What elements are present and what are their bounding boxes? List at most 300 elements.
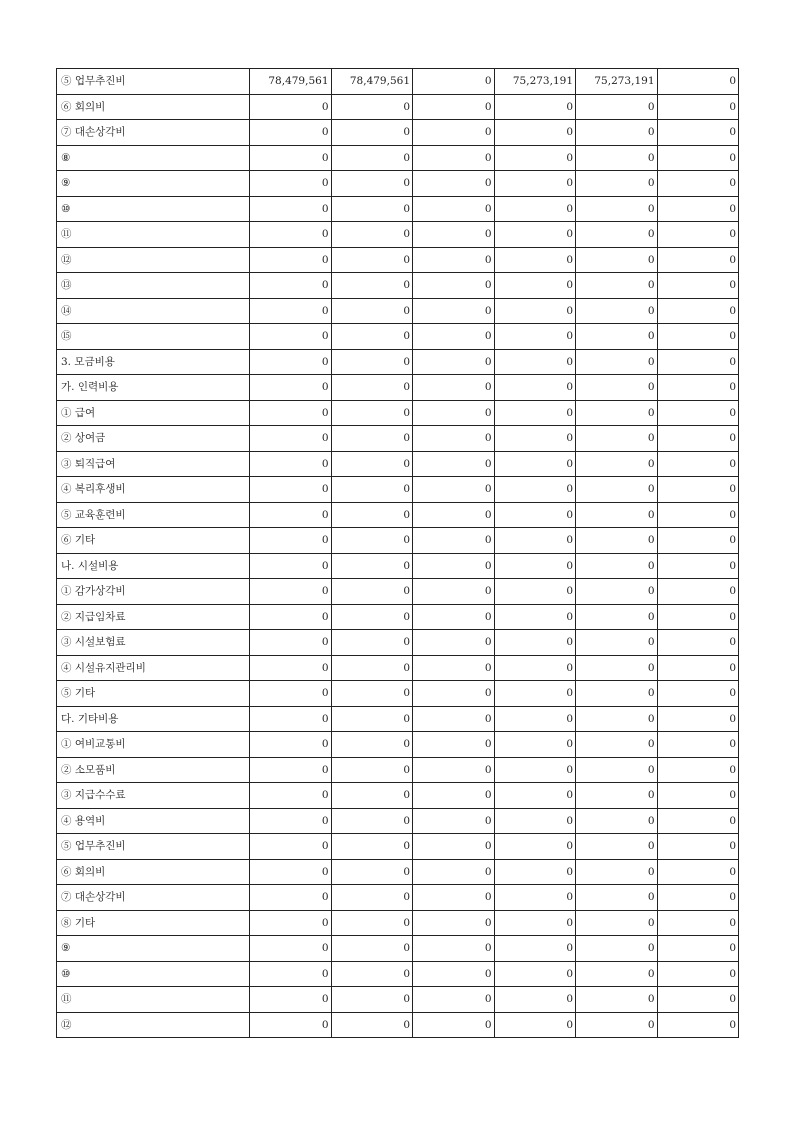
amount-cell: 0 bbox=[494, 553, 576, 579]
amount-cell: 0 bbox=[413, 324, 495, 350]
amount-cell: 0 bbox=[413, 681, 495, 707]
amount-cell: 0 bbox=[494, 783, 576, 809]
amount-cell: 0 bbox=[494, 859, 576, 885]
amount-cell: 0 bbox=[250, 451, 332, 477]
amount-cell: 0 bbox=[331, 859, 413, 885]
row-label-cell: ③ 퇴직급여 bbox=[57, 451, 250, 477]
amount-cell: 0 bbox=[494, 655, 576, 681]
table-row bbox=[57, 426, 739, 452]
amount-cell: 0 bbox=[576, 834, 658, 860]
amount-cell: 0 bbox=[657, 171, 739, 197]
amount-cell: 0 bbox=[331, 834, 413, 860]
row-label-cell: ⑥ 기타 bbox=[57, 528, 250, 554]
row-label-cell: ② 지급임차료 bbox=[57, 604, 250, 630]
table-row bbox=[57, 349, 739, 375]
amount-cell: 0 bbox=[494, 681, 576, 707]
amount-cell: 0 bbox=[494, 604, 576, 630]
row-label-cell: ⑧ bbox=[57, 145, 250, 171]
amount-cell: 0 bbox=[250, 859, 332, 885]
amount-cell: 0 bbox=[250, 349, 332, 375]
amount-cell: 0 bbox=[576, 910, 658, 936]
row-label-cell: ⑦ 대손상각비 bbox=[57, 885, 250, 911]
amount-cell: 0 bbox=[657, 94, 739, 120]
row-label-cell: ③ 지급수수료 bbox=[57, 783, 250, 809]
amount-cell: 0 bbox=[657, 426, 739, 452]
amount-cell: 0 bbox=[657, 808, 739, 834]
row-label-cell: ⑤ 교육훈련비 bbox=[57, 502, 250, 528]
amount-cell: 0 bbox=[413, 349, 495, 375]
table-row bbox=[57, 808, 739, 834]
amount-cell: 0 bbox=[331, 936, 413, 962]
row-label-cell: ⑩ bbox=[57, 196, 250, 222]
amount-cell: 0 bbox=[331, 783, 413, 809]
amount-cell: 0 bbox=[657, 247, 739, 273]
amount-cell: 0 bbox=[413, 171, 495, 197]
amount-cell: 0 bbox=[657, 783, 739, 809]
amount-cell: 0 bbox=[494, 120, 576, 146]
row-label-cell: ⑧ 기타 bbox=[57, 910, 250, 936]
row-label-cell: ⑨ bbox=[57, 171, 250, 197]
amount-cell: 0 bbox=[250, 936, 332, 962]
table-row bbox=[57, 987, 739, 1013]
amount-cell: 0 bbox=[657, 630, 739, 656]
amount-cell: 0 bbox=[331, 196, 413, 222]
table-row bbox=[57, 375, 739, 401]
amount-cell: 0 bbox=[250, 324, 332, 350]
table-row bbox=[57, 885, 739, 911]
table-row bbox=[57, 732, 739, 758]
amount-cell: 0 bbox=[250, 298, 332, 324]
amount-cell: 0 bbox=[494, 1012, 576, 1038]
amount-cell: 0 bbox=[494, 375, 576, 401]
amount-cell: 0 bbox=[657, 961, 739, 987]
amount-cell: 0 bbox=[657, 196, 739, 222]
amount-cell: 0 bbox=[331, 324, 413, 350]
amount-cell: 0 bbox=[250, 120, 332, 146]
amount-cell: 0 bbox=[494, 222, 576, 248]
row-label-cell: ⑪ bbox=[57, 987, 250, 1013]
amount-cell: 0 bbox=[576, 222, 658, 248]
row-label-cell: 나. 시설비용 bbox=[57, 553, 250, 579]
amount-cell: 0 bbox=[413, 247, 495, 273]
amount-cell: 0 bbox=[413, 273, 495, 299]
table-row bbox=[57, 247, 739, 273]
amount-cell: 0 bbox=[413, 910, 495, 936]
amount-cell: 0 bbox=[576, 145, 658, 171]
amount-cell: 0 bbox=[413, 987, 495, 1013]
row-label-cell: ⑤ 업무추진비 bbox=[57, 69, 250, 95]
amount-cell: 0 bbox=[413, 808, 495, 834]
row-label-cell: ⑥ 회의비 bbox=[57, 859, 250, 885]
table-row bbox=[57, 553, 739, 579]
amount-cell: 0 bbox=[331, 655, 413, 681]
amount-cell: 0 bbox=[413, 145, 495, 171]
amount-cell: 0 bbox=[250, 196, 332, 222]
amount-cell: 0 bbox=[657, 757, 739, 783]
amount-cell: 0 bbox=[576, 681, 658, 707]
amount-cell: 0 bbox=[413, 579, 495, 605]
amount-cell: 0 bbox=[494, 834, 576, 860]
amount-cell: 0 bbox=[494, 961, 576, 987]
amount-cell: 0 bbox=[657, 502, 739, 528]
amount-cell: 0 bbox=[657, 834, 739, 860]
amount-cell: 0 bbox=[250, 655, 332, 681]
amount-cell: 0 bbox=[576, 885, 658, 911]
amount-cell: 0 bbox=[576, 987, 658, 1013]
table-row bbox=[57, 196, 739, 222]
amount-cell: 0 bbox=[657, 222, 739, 248]
table-row bbox=[57, 298, 739, 324]
amount-cell: 0 bbox=[494, 400, 576, 426]
amount-cell: 0 bbox=[331, 502, 413, 528]
row-label-cell: ⑨ bbox=[57, 936, 250, 962]
amount-cell: 0 bbox=[413, 375, 495, 401]
amount-cell: 0 bbox=[413, 834, 495, 860]
amount-cell: 0 bbox=[413, 630, 495, 656]
amount-cell: 0 bbox=[576, 732, 658, 758]
table-row bbox=[57, 706, 739, 732]
amount-cell: 0 bbox=[576, 1012, 658, 1038]
row-label-cell: 3. 모금비용 bbox=[57, 349, 250, 375]
amount-cell: 0 bbox=[331, 808, 413, 834]
row-label-cell: ⑩ bbox=[57, 961, 250, 987]
amount-cell: 0 bbox=[576, 706, 658, 732]
amount-cell: 0 bbox=[331, 400, 413, 426]
amount-cell: 0 bbox=[657, 936, 739, 962]
amount-cell: 0 bbox=[576, 757, 658, 783]
amount-cell: 0 bbox=[250, 604, 332, 630]
amount-cell: 0 bbox=[494, 145, 576, 171]
amount-cell: 0 bbox=[413, 783, 495, 809]
amount-cell: 0 bbox=[494, 247, 576, 273]
expense-table-body bbox=[57, 69, 739, 1038]
amount-cell: 0 bbox=[331, 706, 413, 732]
row-label-cell: ⑤ 기타 bbox=[57, 681, 250, 707]
amount-cell: 0 bbox=[657, 120, 739, 146]
table-row bbox=[57, 681, 739, 707]
amount-cell: 0 bbox=[250, 757, 332, 783]
table-row bbox=[57, 961, 739, 987]
amount-cell: 0 bbox=[576, 859, 658, 885]
amount-cell: 0 bbox=[331, 910, 413, 936]
amount-cell: 0 bbox=[331, 579, 413, 605]
amount-cell: 0 bbox=[331, 247, 413, 273]
amount-cell: 0 bbox=[576, 94, 658, 120]
amount-cell: 0 bbox=[657, 451, 739, 477]
table-row bbox=[57, 324, 739, 350]
amount-cell: 0 bbox=[331, 349, 413, 375]
amount-cell: 0 bbox=[494, 451, 576, 477]
amount-cell: 0 bbox=[494, 706, 576, 732]
row-label-cell: ⑭ bbox=[57, 298, 250, 324]
amount-cell: 0 bbox=[413, 400, 495, 426]
amount-cell: 0 bbox=[413, 426, 495, 452]
row-label-cell: ④ 용역비 bbox=[57, 808, 250, 834]
amount-cell: 0 bbox=[250, 987, 332, 1013]
amount-cell: 0 bbox=[413, 706, 495, 732]
table-row bbox=[57, 859, 739, 885]
amount-cell: 0 bbox=[250, 961, 332, 987]
amount-cell: 0 bbox=[494, 630, 576, 656]
amount-cell: 0 bbox=[657, 604, 739, 630]
amount-cell: 0 bbox=[413, 859, 495, 885]
amount-cell: 0 bbox=[657, 69, 739, 95]
table-row bbox=[57, 222, 739, 248]
amount-cell: 0 bbox=[576, 604, 658, 630]
table-row bbox=[57, 834, 739, 860]
amount-cell: 0 bbox=[331, 145, 413, 171]
table-row bbox=[57, 604, 739, 630]
amount-cell: 0 bbox=[413, 94, 495, 120]
amount-cell: 0 bbox=[250, 732, 332, 758]
amount-cell: 0 bbox=[576, 808, 658, 834]
amount-cell: 0 bbox=[413, 196, 495, 222]
amount-cell: 0 bbox=[576, 655, 658, 681]
amount-cell: 0 bbox=[331, 426, 413, 452]
amount-cell: 0 bbox=[657, 579, 739, 605]
amount-cell: 0 bbox=[494, 426, 576, 452]
table-row bbox=[57, 451, 739, 477]
amount-cell: 0 bbox=[494, 885, 576, 911]
amount-cell: 0 bbox=[331, 528, 413, 554]
amount-cell: 0 bbox=[250, 630, 332, 656]
amount-cell: 0 bbox=[494, 477, 576, 503]
amount-cell: 0 bbox=[413, 757, 495, 783]
amount-cell: 0 bbox=[331, 171, 413, 197]
table-row bbox=[57, 655, 739, 681]
amount-cell: 0 bbox=[250, 94, 332, 120]
row-label-cell: ⑥ 회의비 bbox=[57, 94, 250, 120]
amount-cell: 0 bbox=[250, 1012, 332, 1038]
amount-cell: 0 bbox=[413, 732, 495, 758]
row-label-cell: ① 급여 bbox=[57, 400, 250, 426]
amount-cell: 0 bbox=[494, 196, 576, 222]
table-row bbox=[57, 94, 739, 120]
amount-cell: 0 bbox=[331, 222, 413, 248]
amount-cell: 0 bbox=[250, 910, 332, 936]
table-row bbox=[57, 171, 739, 197]
amount-cell: 0 bbox=[576, 630, 658, 656]
amount-cell: 0 bbox=[657, 859, 739, 885]
amount-cell: 0 bbox=[494, 987, 576, 1013]
amount-cell: 0 bbox=[250, 171, 332, 197]
amount-cell: 0 bbox=[250, 528, 332, 554]
row-label-cell: ⑫ bbox=[57, 247, 250, 273]
table-row bbox=[57, 502, 739, 528]
amount-cell: 0 bbox=[494, 324, 576, 350]
row-label-cell: ① 감가상각비 bbox=[57, 579, 250, 605]
amount-cell: 0 bbox=[250, 681, 332, 707]
amount-cell: 0 bbox=[331, 375, 413, 401]
amount-cell: 0 bbox=[413, 451, 495, 477]
amount-cell: 0 bbox=[250, 834, 332, 860]
amount-cell: 0 bbox=[576, 349, 658, 375]
amount-cell: 0 bbox=[331, 298, 413, 324]
amount-cell: 0 bbox=[331, 987, 413, 1013]
amount-cell: 0 bbox=[331, 451, 413, 477]
amount-cell: 0 bbox=[250, 145, 332, 171]
amount-cell: 0 bbox=[413, 502, 495, 528]
amount-cell: 0 bbox=[494, 528, 576, 554]
amount-cell: 0 bbox=[331, 885, 413, 911]
row-label-cell: ⑦ 대손상각비 bbox=[57, 120, 250, 146]
amount-cell: 0 bbox=[576, 783, 658, 809]
row-label-cell: ⑤ 업무추진비 bbox=[57, 834, 250, 860]
row-label-cell: ② 소모품비 bbox=[57, 757, 250, 783]
row-label-cell: 다. 기타비용 bbox=[57, 706, 250, 732]
amount-cell: 0 bbox=[331, 553, 413, 579]
amount-cell: 0 bbox=[576, 502, 658, 528]
amount-cell: 0 bbox=[250, 808, 332, 834]
amount-cell: 0 bbox=[657, 885, 739, 911]
amount-cell: 0 bbox=[494, 910, 576, 936]
row-label-cell: ⑫ bbox=[57, 1012, 250, 1038]
amount-cell: 0 bbox=[494, 757, 576, 783]
amount-cell: 0 bbox=[250, 273, 332, 299]
amount-cell: 0 bbox=[494, 936, 576, 962]
amount-cell: 0 bbox=[576, 528, 658, 554]
amount-cell: 0 bbox=[657, 273, 739, 299]
amount-cell: 0 bbox=[331, 732, 413, 758]
amount-cell: 0 bbox=[250, 579, 332, 605]
amount-cell: 0 bbox=[494, 808, 576, 834]
amount-cell: 0 bbox=[576, 247, 658, 273]
amount-cell: 0 bbox=[413, 69, 495, 95]
amount-cell: 0 bbox=[413, 655, 495, 681]
amount-cell: 0 bbox=[250, 400, 332, 426]
amount-cell: 0 bbox=[413, 528, 495, 554]
expense-table bbox=[56, 68, 739, 1038]
amount-cell: 0 bbox=[331, 273, 413, 299]
amount-cell: 0 bbox=[331, 630, 413, 656]
amount-cell: 0 bbox=[657, 298, 739, 324]
row-label-cell: ④ 시설유지관리비 bbox=[57, 655, 250, 681]
amount-cell: 0 bbox=[657, 375, 739, 401]
amount-cell: 0 bbox=[657, 987, 739, 1013]
table-row bbox=[57, 1012, 739, 1038]
table-row bbox=[57, 528, 739, 554]
amount-cell: 0 bbox=[250, 222, 332, 248]
amount-cell: 0 bbox=[413, 477, 495, 503]
amount-cell: 0 bbox=[250, 247, 332, 273]
amount-cell: 0 bbox=[413, 885, 495, 911]
table-row bbox=[57, 783, 739, 809]
amount-cell: 0 bbox=[494, 579, 576, 605]
table-row bbox=[57, 936, 739, 962]
amount-cell: 0 bbox=[576, 451, 658, 477]
amount-cell: 0 bbox=[413, 961, 495, 987]
table-row bbox=[57, 69, 739, 95]
amount-cell: 0 bbox=[657, 706, 739, 732]
table-row bbox=[57, 477, 739, 503]
amount-cell: 0 bbox=[576, 324, 658, 350]
amount-cell: 0 bbox=[250, 706, 332, 732]
amount-cell: 0 bbox=[413, 298, 495, 324]
amount-cell: 0 bbox=[576, 426, 658, 452]
row-label-cell: ④ 복리후생비 bbox=[57, 477, 250, 503]
amount-cell: 0 bbox=[576, 400, 658, 426]
row-label-cell: ⑬ bbox=[57, 273, 250, 299]
amount-cell: 0 bbox=[250, 553, 332, 579]
amount-cell: 0 bbox=[657, 910, 739, 936]
amount-cell: 0 bbox=[331, 477, 413, 503]
amount-cell: 0 bbox=[657, 1012, 739, 1038]
amount-cell: 0 bbox=[657, 349, 739, 375]
amount-cell: 0 bbox=[494, 349, 576, 375]
row-label-cell: 가. 인력비용 bbox=[57, 375, 250, 401]
row-label-cell: ① 여비교통비 bbox=[57, 732, 250, 758]
table-row bbox=[57, 273, 739, 299]
amount-cell: 0 bbox=[657, 655, 739, 681]
amount-cell: 0 bbox=[331, 120, 413, 146]
amount-cell: 78,479,561 bbox=[331, 69, 413, 95]
amount-cell: 0 bbox=[494, 94, 576, 120]
amount-cell: 0 bbox=[494, 732, 576, 758]
amount-cell: 0 bbox=[576, 477, 658, 503]
amount-cell: 0 bbox=[657, 477, 739, 503]
amount-cell: 0 bbox=[657, 528, 739, 554]
amount-cell: 0 bbox=[657, 732, 739, 758]
row-label-cell: ② 상여금 bbox=[57, 426, 250, 452]
table-row bbox=[57, 120, 739, 146]
amount-cell: 0 bbox=[494, 502, 576, 528]
amount-cell: 0 bbox=[250, 783, 332, 809]
amount-cell: 0 bbox=[494, 298, 576, 324]
row-label-cell: ⑪ bbox=[57, 222, 250, 248]
amount-cell: 0 bbox=[250, 477, 332, 503]
amount-cell: 0 bbox=[250, 375, 332, 401]
amount-cell: 0 bbox=[250, 426, 332, 452]
table-row bbox=[57, 400, 739, 426]
table-row bbox=[57, 910, 739, 936]
amount-cell: 0 bbox=[576, 196, 658, 222]
amount-cell: 0 bbox=[331, 1012, 413, 1038]
amount-cell: 0 bbox=[331, 94, 413, 120]
amount-cell: 75,273,191 bbox=[576, 69, 658, 95]
table-row bbox=[57, 579, 739, 605]
amount-cell: 0 bbox=[331, 681, 413, 707]
amount-cell: 0 bbox=[331, 757, 413, 783]
amount-cell: 0 bbox=[576, 375, 658, 401]
amount-cell: 0 bbox=[576, 579, 658, 605]
table-row bbox=[57, 757, 739, 783]
amount-cell: 0 bbox=[413, 553, 495, 579]
amount-cell: 0 bbox=[576, 936, 658, 962]
amount-cell: 0 bbox=[413, 222, 495, 248]
amount-cell: 0 bbox=[657, 145, 739, 171]
amount-cell: 0 bbox=[494, 273, 576, 299]
table-row bbox=[57, 630, 739, 656]
amount-cell: 0 bbox=[576, 553, 658, 579]
amount-cell: 0 bbox=[413, 120, 495, 146]
amount-cell: 0 bbox=[494, 171, 576, 197]
amount-cell: 0 bbox=[657, 681, 739, 707]
amount-cell: 0 bbox=[413, 604, 495, 630]
amount-cell: 0 bbox=[250, 885, 332, 911]
amount-cell: 0 bbox=[657, 324, 739, 350]
amount-cell: 0 bbox=[576, 273, 658, 299]
amount-cell: 0 bbox=[576, 961, 658, 987]
table-row bbox=[57, 145, 739, 171]
row-label-cell: ③ 시설보험료 bbox=[57, 630, 250, 656]
amount-cell: 0 bbox=[576, 298, 658, 324]
amount-cell: 0 bbox=[413, 936, 495, 962]
amount-cell: 75,273,191 bbox=[494, 69, 576, 95]
amount-cell: 0 bbox=[250, 502, 332, 528]
amount-cell: 78,479,561 bbox=[250, 69, 332, 95]
amount-cell: 0 bbox=[657, 553, 739, 579]
amount-cell: 0 bbox=[657, 400, 739, 426]
